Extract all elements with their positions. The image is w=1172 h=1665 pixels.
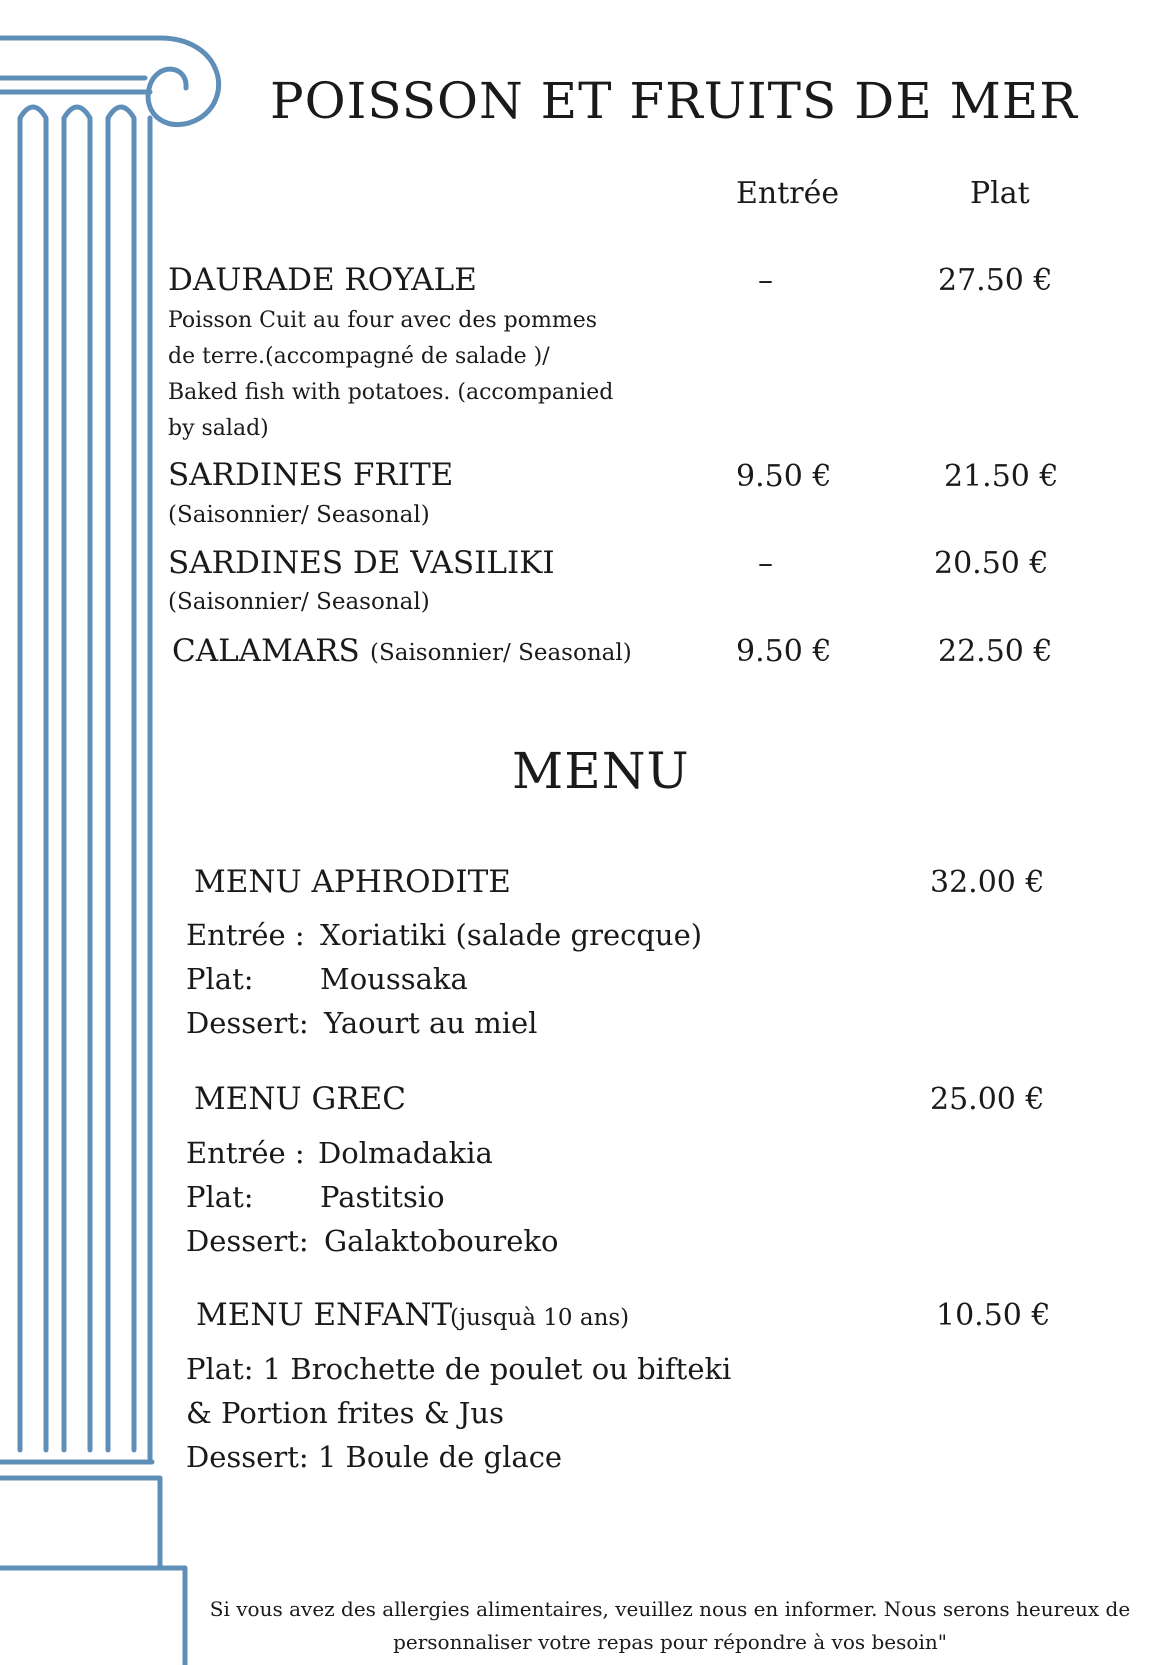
menu-price: 25.00 € <box>930 1082 1045 1117</box>
dish-name: SARDINES FRITE <box>168 457 454 493</box>
dish-description <box>168 303 618 447</box>
desc-line: by salad) <box>168 416 269 441</box>
column-header-entree: Entrée <box>736 176 840 211</box>
course-label: Dessert: <box>186 1224 309 1258</box>
dish-name: DAURADE ROYALE <box>168 262 477 298</box>
menu-line: Dessert: 1 Boule de glace <box>186 1440 563 1474</box>
menu-price: 10.50 € <box>936 1298 1051 1333</box>
plat-price: 27.50 € <box>938 263 1053 298</box>
course-value: Dolmadakia <box>318 1136 493 1170</box>
entree-price: – <box>758 263 773 298</box>
dish-note: (Saisonnier/ Seasonal) <box>168 589 430 615</box>
entree-price: 9.50 € <box>736 459 832 494</box>
course-value: Pastitsio <box>320 1180 445 1214</box>
course-label: Entrée : <box>186 1136 305 1170</box>
course-label: Entrée : <box>186 918 305 952</box>
desc-line: Poisson Cuit au four avec des pommes <box>168 308 598 333</box>
column-header-plat: Plat <box>970 176 1030 211</box>
desc-line: Baked fish with potatoes. (accompanied <box>168 380 614 405</box>
menu-line: Plat: 1 Brochette de poulet ou bifteki <box>186 1352 732 1386</box>
dish-name: CALAMARS <box>172 633 360 669</box>
allergy-notice <box>205 1593 1135 1659</box>
course-value: Moussaka <box>320 962 468 996</box>
course-value: Galaktoboureko <box>324 1224 559 1258</box>
plat-price: 22.50 € <box>938 634 1053 669</box>
plat-price: 20.50 € <box>934 546 1049 581</box>
course-value: Yaourt au miel <box>324 1006 538 1040</box>
dish-note: (Saisonnier/ Seasonal) <box>370 640 632 666</box>
menu-line: & Portion frites & Jus <box>186 1396 504 1430</box>
menu-note: (jusquà 10 ans) <box>450 1305 630 1331</box>
plat-price: 21.50 € <box>944 459 1059 494</box>
menu-name: MENU APHRODITE <box>194 864 511 900</box>
entree-price: 9.50 € <box>736 634 832 669</box>
course-value: Xoriatiki (salade grecque) <box>320 918 703 952</box>
menu-name: MENU ENFANT <box>196 1297 453 1333</box>
entree-price: – <box>758 546 773 581</box>
menu-price: 32.00 € <box>930 865 1045 900</box>
desc-line: de terre.(accompagné de salade )/ <box>168 344 550 369</box>
menu-heading: MENU <box>512 742 690 800</box>
menu-name: MENU GREC <box>194 1081 406 1117</box>
dish-name: SARDINES DE VASILIKI <box>168 545 555 581</box>
allergy-notice-line: Si vous avez des allergies alimentaires, veuillez nous en informer. Nous serons heureux de <box>209 1597 1131 1621</box>
dish-note: (Saisonnier/ Seasonal) <box>168 502 430 528</box>
course-label: Dessert: <box>186 1006 309 1040</box>
course-label: Plat: <box>186 1180 254 1214</box>
section-title: POISSON ET FRUITS DE MER <box>270 72 1078 130</box>
allergy-notice-line: personnaliser votre repas pour répondre à vos besoin" <box>393 1630 947 1654</box>
course-label: Plat: <box>186 962 254 996</box>
